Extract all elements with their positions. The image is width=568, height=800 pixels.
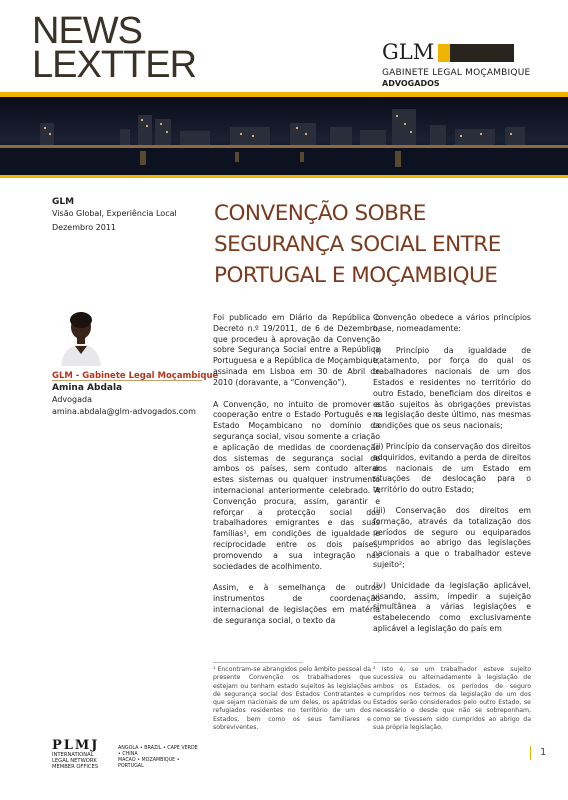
title-line-3: PORTUGAL E MOÇAMBIQUE	[214, 263, 498, 288]
author-email[interactable]: amina.abdala@glm-advogados.com	[52, 407, 196, 416]
title-line-2: SEGURANÇA SOCIAL ENTRE	[214, 232, 501, 257]
city-skyline-image	[0, 97, 568, 175]
logo-line-2: LEXTTER	[32, 44, 197, 86]
network-line-2: LEGAL NETWORK	[52, 758, 97, 765]
author-divider	[52, 380, 202, 381]
issue-meta	[52, 196, 177, 234]
principle-item: (iv) Unicidade da legislação aplicável, visando, assim, impedir a sujeição simultânea a várias legislações e estabelecendo como exclusivamente aplicável a legislação do país em	[373, 580, 531, 633]
footnote-rule-1	[213, 662, 303, 663]
article-title	[214, 198, 544, 291]
plmj-wordmark: PLMJ	[52, 738, 100, 753]
principle-item: (ii) Princípio da conservação dos direitos adquiridos, evitando a perda de direitos dos nacionais de um Estado em situações de deslocação para o território do outro Estado;	[373, 441, 531, 495]
firm-logo	[382, 42, 530, 89]
title-line-1: CONVENÇÃO SOBRE	[214, 201, 426, 226]
principle-item: (i) Princípio da igualdade de tratamento, por força do qual os trabalhadores nacionais de um dos Estados e residentes no território do outro Estado, beneficiam dos direitos e estão sujeitos às obrigações previstas na legislação deste último, nas mesmas condições que os seus nacionais;	[373, 345, 531, 431]
article-column-2	[373, 313, 531, 645]
paragraph-1: Foi publicado em Diário da República o Decreto n.º 19/2011, de 6 de Dezembro, que procedeu à aprovação da Convenção sobre Segurança Social entre a República Portuguesa e a República de Moçambique, assinada em Lisboa em 30 de Abril de 2010 (doravante, a “Convenção”).	[213, 313, 380, 387]
footnote-1: ¹ Encontram-se abrangidos pelo âmbito pessoal da presente Convenção os trabalhadores que estejam ou tenham estado sujeitos às legislações de segurança social dos Estados Contratantes e que sejam nacionais de um deles, os apátridas ou refugiados residentes no território de um dos Estados, bem como os seus familiares e sobreviventes.	[213, 666, 371, 732]
issue-tagline: Visão Global, Experiência Local	[52, 209, 177, 218]
network-line-1: INTERNATIONAL	[52, 752, 94, 758]
gold-rule-bottom	[0, 175, 568, 178]
network-line-3: MEMBER OFFICES	[52, 764, 99, 771]
principles-list	[373, 346, 531, 635]
plmj-logo	[52, 739, 99, 771]
countries-line-1: ANGOLA • BRAZIL • CAPE VERDE • CHINA	[118, 746, 198, 757]
footnote-rule-2	[373, 662, 463, 663]
newsletter-logo	[32, 10, 197, 86]
page-number: 1	[540, 747, 547, 758]
author-org: GLM - Gabinete Legal Moçambique	[52, 371, 219, 381]
issue-org: GLM	[52, 197, 75, 207]
principle-item: (iii) Conservação dos direitos em formação, através da totalização dos períodos de seguro ou equiparados cumpridos ao abrigo das legislações nacionais a que o trabalhador esteve sujeito²;	[373, 505, 531, 569]
footnote-2: ² Isto é, se um trabalhador esteve sujeito sucessiva ou alternadamente à legislação de ambos os Estados, os períodos de seguro cumpridos nos termos da legislação de um dos Estados serão considerados pelo outro Estado, se necessário e desde que não se sobreponham, como se tivessem sido cumpridos ao abrigo da sua própria legislação.	[373, 666, 531, 732]
logo-dark-block	[450, 44, 514, 62]
logo-gold-block	[438, 44, 450, 62]
network-countries	[118, 746, 198, 770]
author-name: Amina Abdala	[52, 383, 123, 393]
firm-short-name: GLM	[382, 40, 435, 64]
paragraph-3: Assim, e à semelhança de outros instrumentos de coordenação internacional de legislações em matéria de segurança social, o texto da	[213, 583, 380, 625]
plmj-network	[52, 752, 99, 771]
author-role: Advogada	[52, 395, 92, 404]
author-block	[52, 370, 218, 418]
logo-line-1: NEWS	[32, 10, 142, 52]
paragraph-2: A Convenção, no intuito de promover a cooperação entre o Estado Português e o Estado Moçambicano no domínio da segurança social, visou somente a criação e aplicação de medidas de coordenação dos sistemas de segurança social de ambos os países, sem contudo alterar estes sistemas ou qualquer instrumento internacional anteriormente celebrado. A Convenção procura, assim, garantir e reforçar a protecção social dos trabalhadores emigrantes e das suas famílias¹, em condições de igualdade e reciprocidade entre os dois países, promovendo a sua integração nas sociedades de acolhimento.	[213, 399, 380, 571]
article-column-1	[213, 313, 380, 638]
firm-subtitle: ADVOGADOS	[382, 79, 440, 88]
column-2-intro: Convenção obedece a vários princípios base, nomeadamente:	[373, 313, 531, 333]
page-number-bar	[530, 746, 531, 760]
author-photo	[57, 310, 105, 366]
issue-date: Dezembro 2011	[52, 223, 116, 232]
countries-line-2: MACAO • MOZAMBIQUE • PORTUGAL	[118, 758, 180, 769]
skyline-illustration	[0, 97, 568, 175]
firm-long-name: GABINETE LEGAL MOÇAMBIQUE	[382, 68, 531, 78]
